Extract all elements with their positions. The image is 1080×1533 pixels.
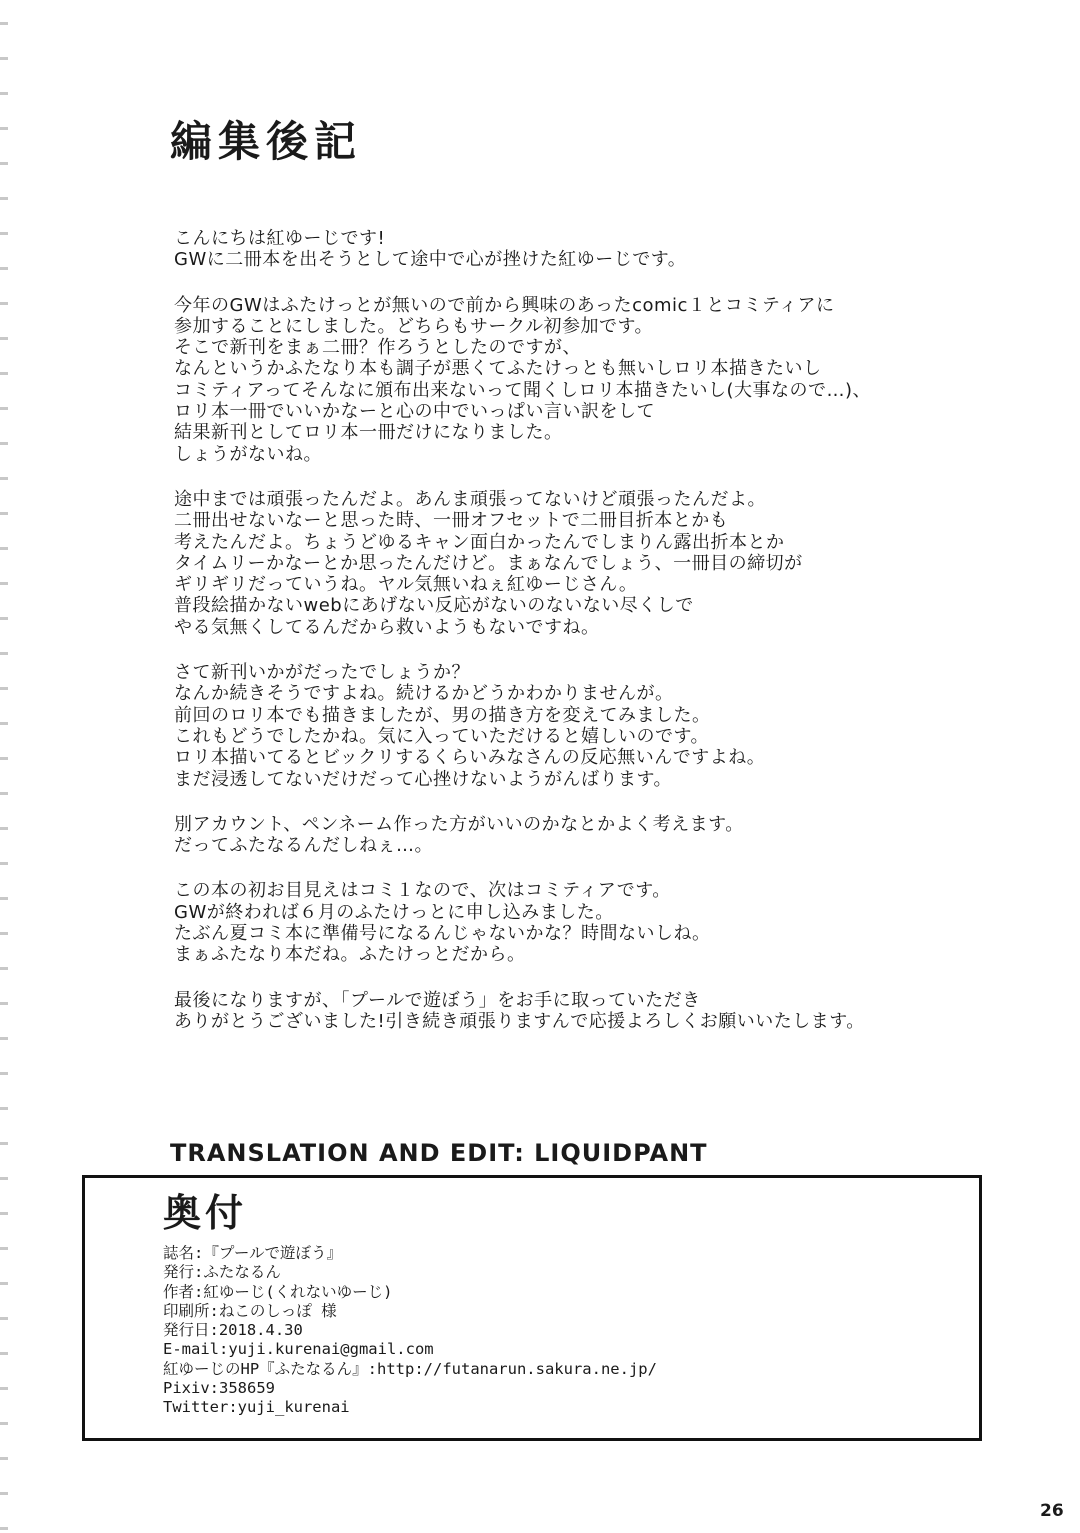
colophon-line-homepage: 紅ゆーじのHP『ふたなるん』:http://futanarun.sakura.ne.jp/ [163,1359,657,1378]
text-line: たぶん夏コミ本に準備号になるんじゃないかな？時間ないしね。 [174,923,711,945]
paragraph [174,489,1004,638]
page-title: 編集後記 [170,117,363,166]
colophon-title: 奥付 [163,1190,248,1235]
colophon-line-title: 誌名:『プールで遊ぼう』 [163,1244,343,1262]
text-line: 途中までは頑張ったんだよ。あんま頑張ってないけど頑張ったんだよ。 [174,488,766,510]
colophon-box [82,1175,982,1441]
binding-edge [0,0,8,1533]
text-line: まぁふたなり本だね。ふたけっとだから。 [174,944,526,966]
text-line: GWが終われば６月のふたけっとに申し込みました。 [174,901,614,923]
text-line: ロリ本描いてるとビックリするくらいみなさんの反応無いんですよね。 [174,747,766,769]
paragraph [174,662,1004,790]
text-line: ありがとうございました!引き続き頑張りますんで応援よろしくお願いいたします。 [174,1010,865,1032]
text-line: 前回のロリ本でも描きましたが、男の描き方を変えてみました。 [174,704,711,726]
text-line: これもどうでしたかね。気に入っていただけると嬉しいのです。 [174,725,710,747]
text-line: 考えたんだよ。ちょうどゆるキャン面白かったんでしまりん露出折本とか [174,531,785,553]
text-line: 別アカウント、ペンネーム作った方がいいのかなとかよく考えます。 [174,813,744,835]
colophon-line-printer: 印刷所:ねこのしっぽ 様 [163,1301,337,1320]
text-line: タイムリーかなーとか思ったんだけど。まぁなんでしょう、一冊目の締切が [174,552,803,574]
paragraph [174,814,1004,857]
colophon-line-publisher: 発行:ふたなるん [163,1263,281,1282]
paragraph [174,880,1004,965]
colophon-list [163,1244,657,1418]
postscript-body [174,228,1004,1056]
text-line: さて新刊いかがだったでしょうか？ [174,662,470,684]
text-line: ロリ本一冊でいいかなーと心の中でいっぱい言い訳をして [174,401,655,423]
paragraph [174,228,1004,271]
text-line: しょうがないね。 [174,443,322,465]
paragraph [174,295,1004,465]
colophon-line-email: E-mail:yuji.kurenai@gmail.com [163,1340,434,1359]
text-line: まだ浸透してないだけだって心挫けないようがんばります。 [174,768,673,790]
colophon-line-pixiv: Pixiv:358659 [163,1379,275,1398]
text-line: こんにちは紅ゆーじです! [174,228,386,249]
text-line: だってふたなるんだしねぇ…。 [174,835,433,857]
text-line: 参加することにしました。どちらもサークル初参加です。 [174,315,654,337]
colophon-line-date: 発行日:2018.4.30 [163,1321,303,1340]
translation-credit: TRANSLATION AND EDIT: LIQUIDPANT [170,1139,708,1167]
text-line: なんか続きそうですよね。続けるかどうかわかりませんが。 [174,683,674,705]
text-line: 二冊出せないなーと思った時、一冊オフセットで二冊目折本とかも [174,510,729,532]
text-line: そこで新刊をまぁ二冊？作ろうとしたのですが、 [174,337,581,359]
paragraph [174,990,1004,1033]
text-line: コミティアってそんなに頒布出来ないって聞くしロリ本描きたいし(大事なので…)、 [174,379,872,401]
text-line: この本の初お目見えはコミ１なので、次はコミティアです。 [174,880,671,902]
text-line: なんというかふたなり本も調子が悪くてふたけっとも無いしロリ本描きたいし [174,358,822,380]
text-line: 普段絵描かないwebにあげない反応がないのないない尽くしで [174,595,694,617]
text-line: 結果新刊としてロリ本一冊だけになりました。 [174,422,563,444]
text-line: 今年のGWはふたけっとが無いので前から興味のあったcomic１とコミティアに [174,294,835,316]
text-line: GWに二冊本を出そうとして途中で心が挫けた紅ゆーじです。 [174,249,687,271]
page-number: 26 [1040,1501,1064,1521]
colophon-line-twitter: Twitter:yuji_kurenai [163,1398,350,1417]
colophon-line-author: 作者:紅ゆーじ(くれないゆーじ) [163,1282,393,1301]
text-line: 最後になりますが、「プールで遊ぼう」をお手に取っていただき [174,989,701,1011]
text-line: ギリギリだっていうね。ヤル気無いねぇ紅ゆーじさん。 [174,574,638,596]
text-line: やる気無くしてるんだから救いようもないですね。 [174,616,600,638]
